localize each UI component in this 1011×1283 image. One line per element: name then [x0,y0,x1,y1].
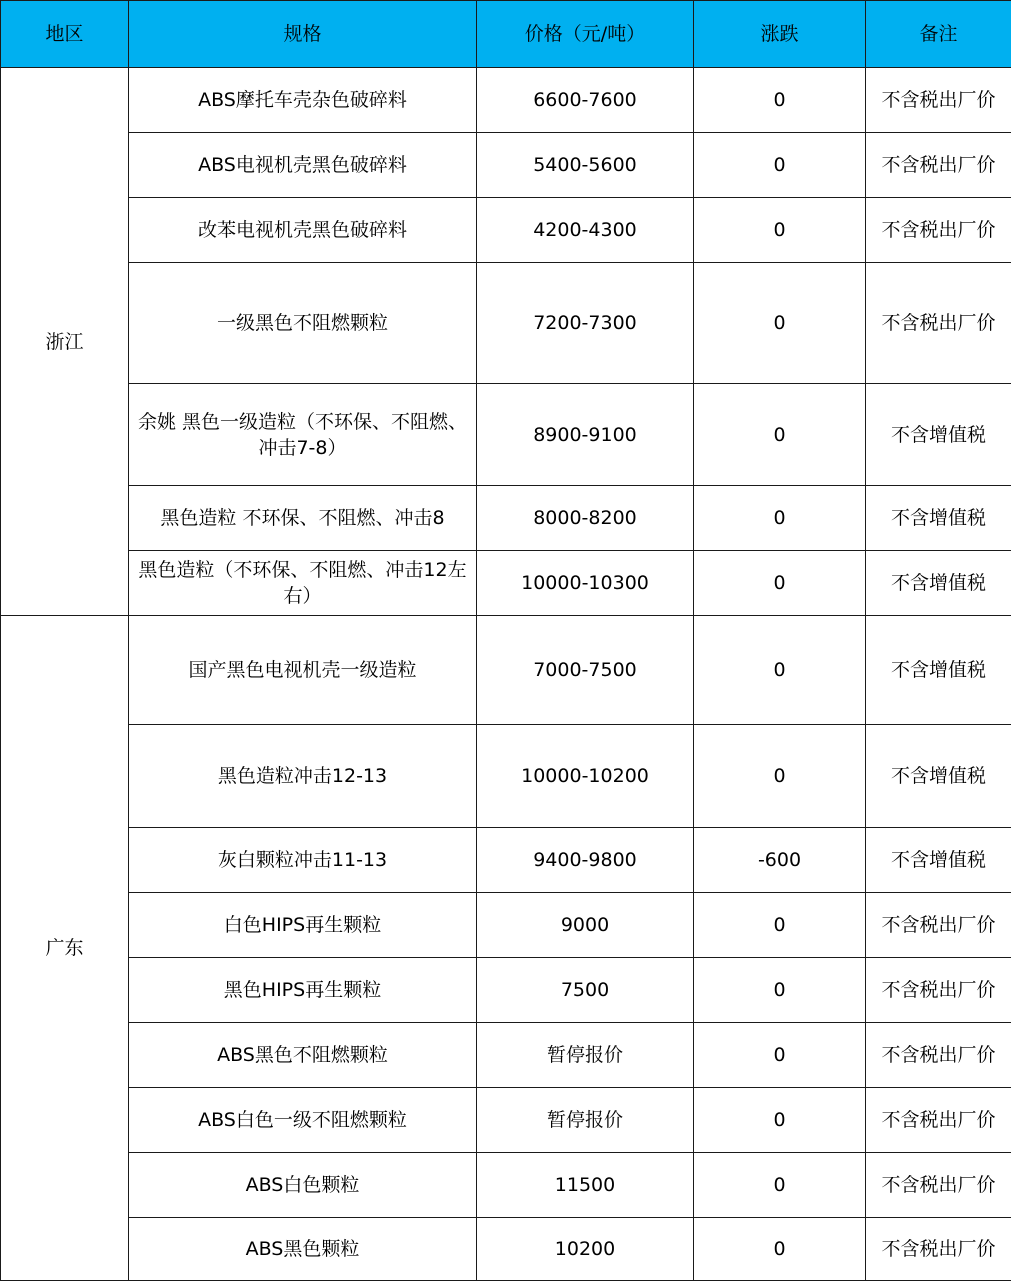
spec-cell: ABS黑色颗粒 [129,1218,477,1281]
price-cell: 8000-8200 [477,486,694,551]
price-cell: 7000-7500 [477,616,694,725]
table-row [1,828,1011,893]
change-cell: 0 [694,1218,866,1281]
note-cell: 不含增值税 [866,828,1011,893]
change-cell: 0 [694,486,866,551]
header-change: 涨跌 [694,1,866,68]
price-cell: 7200-7300 [477,263,694,384]
note-cell: 不含税出厂价 [866,198,1011,263]
change-cell: 0 [694,616,866,725]
spec-cell: ABS黑色不阻燃颗粒 [129,1023,477,1088]
price-cell: 10200 [477,1218,694,1281]
table-row [1,1088,1011,1153]
header-price: 价格（元/吨） [477,1,694,68]
change-cell: 0 [694,958,866,1023]
spec-cell: 黑色造粒冲击12-13 [129,725,477,828]
header-region: 地区 [1,1,129,68]
spec-cell: 灰白颗粒冲击11-13 [129,828,477,893]
change-cell: 0 [694,133,866,198]
note-cell: 不含税出厂价 [866,1218,1011,1281]
note-cell: 不含增值税 [866,384,1011,486]
change-cell: 0 [694,1023,866,1088]
spec-cell: ABS摩托车壳杂色破碎料 [129,68,477,133]
change-cell: 0 [694,1088,866,1153]
spec-cell: 一级黑色不阻燃颗粒 [129,263,477,384]
change-cell: -600 [694,828,866,893]
note-cell: 不含增值税 [866,725,1011,828]
spec-cell: 黑色造粒（不环保、不阻燃、冲击12左右） [129,551,477,616]
change-cell: 0 [694,725,866,828]
table-row [1,486,1011,551]
change-cell: 0 [694,263,866,384]
table-row [1,725,1011,828]
table-row [1,616,1011,725]
change-cell: 0 [694,1153,866,1218]
spec-cell: 余姚 黑色一级造粒（不环保、不阻燃、冲击7-8） [129,384,477,486]
table-row [1,893,1011,958]
note-cell: 不含税出厂价 [866,958,1011,1023]
price-cell: 6600-7600 [477,68,694,133]
table-row [1,198,1011,263]
change-cell: 0 [694,68,866,133]
header-spec: 规格 [129,1,477,68]
change-cell: 0 [694,384,866,486]
price-cell: 9400-9800 [477,828,694,893]
note-cell: 不含增值税 [866,486,1011,551]
price-cell: 5400-5600 [477,133,694,198]
note-cell: 不含税出厂价 [866,893,1011,958]
note-cell: 不含增值税 [866,551,1011,616]
table-row [1,263,1011,384]
spec-cell: ABS白色颗粒 [129,1153,477,1218]
table-row [1,384,1011,486]
note-cell: 不含税出厂价 [866,133,1011,198]
spec-cell: 改苯电视机壳黑色破碎料 [129,198,477,263]
spec-cell: 白色HIPS再生颗粒 [129,893,477,958]
change-cell: 0 [694,551,866,616]
price-cell: 暂停报价 [477,1088,694,1153]
region-cell-guangdong: 广东 [1,616,129,1281]
price-cell: 暂停报价 [477,1023,694,1088]
spec-cell: 国产黑色电视机壳一级造粒 [129,616,477,725]
note-cell: 不含税出厂价 [866,1088,1011,1153]
price-cell: 10000-10300 [477,551,694,616]
table-row [1,1218,1011,1281]
table-row [1,551,1011,616]
price-cell: 11500 [477,1153,694,1218]
change-cell: 0 [694,893,866,958]
spec-cell: 黑色造粒 不环保、不阻燃、冲击8 [129,486,477,551]
table-row [1,133,1011,198]
note-cell: 不含税出厂价 [866,263,1011,384]
price-cell: 9000 [477,893,694,958]
header-note: 备注 [866,1,1011,68]
note-cell: 不含增值税 [866,616,1011,725]
table-row [1,1023,1011,1088]
spec-cell: ABS白色一级不阻燃颗粒 [129,1088,477,1153]
table-row [1,68,1011,133]
note-cell: 不含税出厂价 [866,68,1011,133]
price-cell: 7500 [477,958,694,1023]
spec-cell: ABS电视机壳黑色破碎料 [129,133,477,198]
region-cell-zhejiang: 浙江 [1,68,129,616]
price-cell: 8900-9100 [477,384,694,486]
note-cell: 不含税出厂价 [866,1153,1011,1218]
header-row [1,1,1011,68]
price-cell: 10000-10200 [477,725,694,828]
price-cell: 4200-4300 [477,198,694,263]
table-row [1,958,1011,1023]
spec-cell: 黑色HIPS再生颗粒 [129,958,477,1023]
table-row [1,1153,1011,1218]
note-cell: 不含税出厂价 [866,1023,1011,1088]
change-cell: 0 [694,198,866,263]
